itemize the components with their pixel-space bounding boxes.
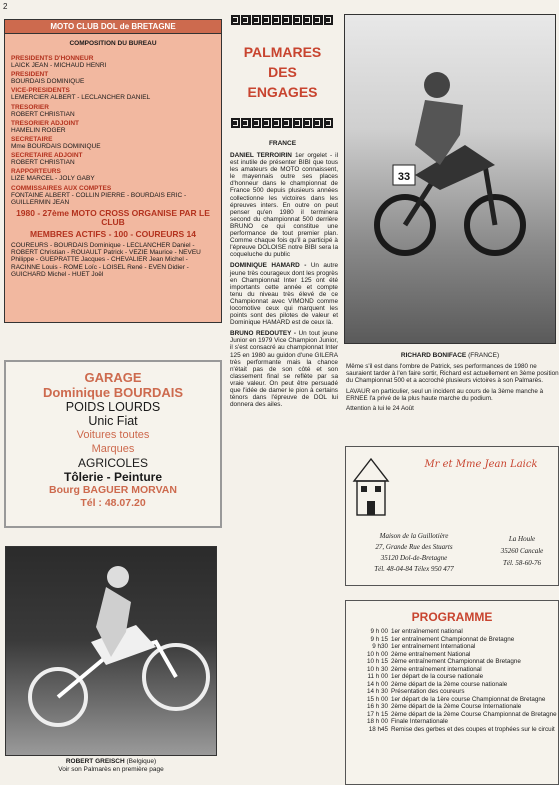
programme-item — [346, 696, 558, 704]
garage-phone: Tél : 48.07.20 — [80, 497, 146, 509]
bike-number: 33 — [397, 171, 411, 183]
garage-line-5: AGRICOLES — [77, 456, 149, 470]
address-line: Maison de la Guillotière — [379, 532, 449, 540]
item-time: 16 h 30 — [366, 703, 388, 710]
caption-name: RICHARD BONIFACE — [400, 352, 467, 359]
garage-line-6: Tôlerie - Peinture — [63, 470, 163, 484]
club-sections — [11, 55, 215, 206]
address-line: La Houle — [508, 535, 536, 543]
laick-address-left — [348, 531, 480, 575]
boniface-para-3: Attention à lui le 24 Août — [346, 405, 414, 413]
title-line-3: ENGAGES — [247, 84, 318, 100]
item-text: Remise des gerbes et des coupes et trophées sur le circuit — [391, 725, 555, 733]
title-line-1: PALMARES — [243, 44, 322, 60]
programme-title: PROGRAMME — [411, 610, 493, 624]
programme-item — [346, 636, 558, 644]
programme-item — [346, 673, 558, 681]
boniface-para-1: Même s'il est dans l'ombre de Patrick, ses performances de 1980 ne sauraient tarder à l'en faire sortir, Richard est actuellement en 3ème position du Championnat 500 et a accroché plusieurs victoires à son Palmarès. — [346, 363, 559, 385]
item-text: Finale Internationale — [391, 718, 449, 725]
programme-item — [346, 628, 558, 636]
section-label: PRESIDENTS D'HONNEUR — [11, 55, 94, 62]
address-line: 35120 Dol-de-Bretagne — [380, 554, 448, 562]
programme-item — [346, 651, 558, 659]
rider-name: DOMINIQUE HAMARD - — [230, 262, 307, 270]
programme-item — [346, 703, 558, 711]
address-line: 27, Grande Rue des Stuarts — [375, 543, 453, 551]
caption-country: (Belgique) — [126, 758, 157, 765]
garage-line-3: Voitures toutes — [76, 429, 150, 441]
section-label: SECRETAIRE — [11, 136, 53, 144]
club-section — [11, 168, 215, 182]
item-text: 2ème départ de la 2ème course nationale — [391, 680, 508, 688]
garage-line-7: Bourg BAGUER MORVAN — [49, 484, 177, 496]
palmares-title — [230, 42, 335, 102]
greek-border-top — [231, 15, 333, 25]
section-value: LEMERCIER ALBERT - LECLANCHER DANIEL — [11, 94, 151, 102]
page-number: 2 — [3, 2, 8, 11]
club-riders: COUREURS - BOURDAIS Dominique - LECLANCHER Daniel - ROBERT Christian - ROUAULT Patrick - VEZIE Maurice - NEVEU Philippe - GUEPRATTE Jacques - CHEVALIER Jean Michel - RACINNE Louis - ROME Loïc - LOISEL René - EVEN Didier - GUICHARD Michel - HUET Joël — [11, 242, 201, 278]
item-time: 17 h 15 — [366, 710, 388, 718]
item-time: 10 h 00 — [366, 650, 388, 658]
section-value: ROBERT CHRISTIAN — [11, 110, 75, 118]
right-photo-caption — [344, 352, 556, 359]
section-label: PRESIDENT — [11, 71, 49, 79]
boniface-text — [346, 363, 559, 412]
item-time: 9 h 00 — [370, 628, 388, 635]
laick-title: Mr et Mme Jean Laick — [424, 459, 538, 470]
section-value: LAICK JEAN - MICHAUD HENRI — [11, 62, 107, 69]
item-time: 9 h30 — [372, 643, 388, 650]
programme-item — [346, 681, 558, 689]
palmares-text — [230, 146, 338, 412]
garage-title: GARAGE — [84, 370, 142, 385]
section-label: TRESORIER ADJOINT — [11, 119, 80, 127]
section-value: FONTAINE ALBERT - COLLIN PIERRE - BOURDAIS ERIC - GUILLERMIN JEAN — [11, 191, 187, 206]
item-text: 2ème entraînement international — [391, 665, 482, 673]
club-section — [11, 136, 215, 150]
programme-item — [346, 666, 558, 674]
caption-country: (FRANCE) — [468, 352, 500, 359]
item-text: 1er départ de la course nationale — [391, 673, 484, 680]
motocross-photo-boniface — [344, 14, 556, 344]
programme-item — [346, 726, 558, 734]
motocross-photo-greisch — [5, 546, 217, 756]
house-icon — [350, 453, 392, 519]
club-section — [11, 120, 215, 134]
section-label: SECRETAIRE ADJOINT — [11, 152, 83, 160]
club-composition-box — [4, 19, 222, 323]
programme-item — [346, 643, 558, 651]
item-time: 14 h 00 — [366, 680, 388, 688]
section-label: VICE-PRESIDENTS — [11, 87, 70, 95]
programme-box — [345, 600, 559, 785]
garage-ad — [4, 360, 222, 528]
programme-item — [346, 658, 558, 666]
garage-owner: Dominique BOURDAIS — [42, 385, 184, 400]
item-text: 1er entraînement International — [391, 643, 476, 650]
club-section — [11, 104, 215, 118]
rider-text: Un tout jeune Junior en 1979 Vice Champion Junior, il s'est consacré au championnat Inter 125 en 1980 au guidon d'une GILERA très performante mais la chance n'était pas de son côté et son classement final se reflète par sa vraie valeur. On peut être persuadé que l'idée de damer le pion à certains ténors dans l'épreuve de DOL lui donnera des ailes. — [230, 330, 338, 409]
item-time: 10 h 30 — [366, 665, 388, 673]
item-time: 14 h 30 — [366, 688, 388, 695]
rider-jump-illustration — [345, 15, 557, 345]
programme-list — [346, 628, 558, 733]
laick-ad — [345, 446, 559, 586]
section-value: LIZE MARCEL - JOLY GABY — [11, 175, 95, 183]
club-section — [11, 55, 215, 69]
section-label: TRESORIER — [11, 103, 49, 111]
item-time: 18 h45 — [368, 725, 388, 733]
title-line-2: DES — [268, 64, 297, 80]
item-text: 1er entraînement national — [391, 628, 463, 635]
section-label: COMMISSAIRES AUX COMPTES — [11, 184, 112, 192]
rider-name: BRUNO REDOUTEY - — [230, 330, 296, 338]
item-time: 9 h 15 — [370, 635, 388, 643]
item-text: 1er départ de la 1ère course Championnat de Bretagne — [391, 695, 546, 703]
address-line: Tél. 58-60-76 — [502, 559, 542, 567]
club-headline-1: 1980 - 27ème MOTO CROSS ORGANISE PAR LE CLUB — [16, 208, 210, 228]
item-text: 2ème départ de la 2ème Course Championnat de Bretagne — [391, 710, 557, 718]
item-time: 18 h 00 — [366, 718, 388, 725]
left-photo-caption — [5, 758, 217, 773]
programme-item — [346, 688, 558, 696]
section-value: BOURDAIS DOMINIQUE — [11, 78, 85, 86]
item-time: 10 h 15 — [366, 658, 388, 665]
item-text: 2ème entraînement National — [391, 650, 471, 658]
caption-note: Voir son Palmarès en première page — [58, 765, 164, 773]
rider-text: Un autre jeune très courageux dont les progrès en Championnat Inter 125 ont été importants cette année et compte tenu du niveau très élevé de ce Championnat avec VIMOND comme locomotive ceux qui marquent les points sont des pilotes de valeur et Dominique HAMARD est de ceux là. — [230, 262, 338, 327]
address-line: 35260 Cancale — [500, 547, 544, 555]
section-value: ROBERT CHRISTIAN — [11, 159, 75, 167]
item-text: 2ème départ de la 2ème Course Internationale — [391, 703, 522, 710]
caption-name: ROBERT GREISCH — [65, 758, 125, 765]
club-subtitle: COMPOSITION DU BUREAU — [69, 40, 157, 47]
item-text: Présentation des coureurs — [391, 688, 465, 695]
section-value: HAMELIN ROGER — [11, 126, 66, 134]
item-time: 15 h 00 — [366, 695, 388, 703]
garage-line-4: Marques — [91, 443, 135, 455]
laick-address-right — [486, 533, 558, 569]
club-headline-2: MEMBRES ACTIFS - 100 - COUREURS 14 — [30, 229, 196, 240]
garage-line-2: Unic Fiat — [88, 414, 138, 428]
item-text: 1er entraînement Championnat de Bretagne — [391, 635, 515, 643]
garage-line-1: POIDS LOURDS — [65, 400, 161, 414]
item-time: 11 h 00 — [367, 673, 388, 680]
programme-item — [346, 718, 558, 726]
item-text: 2ème entraînement Championnat de Bretagne — [391, 658, 521, 665]
club-section — [11, 71, 215, 85]
club-title: MOTO CLUB DOL de BRETAGNE — [5, 20, 221, 34]
club-section — [11, 185, 215, 206]
rider-text: 1er orgelet - il est inutile de présenter BIBI que tous les amateurs de MOTO connaissent, le mayennais outre ses places d'honneur dans le championnat de France 500 depuis plusieurs années collectionne les victoires dans les épreuves inters. En outre on peut penser qu'en 1980 il terminera second du championnat 500 derrière BRUNO ce qui constitue une performance de tout premier plan. Comme chaque fois qu'il a participé à l'épreuve DOLOISE notre BIBI sera la coqueluche du public — [230, 152, 338, 259]
section-label: RAPPORTEURS — [11, 168, 61, 176]
section-value: Mme BOURDAIS DOMINIQUE — [11, 143, 101, 151]
club-section — [11, 87, 215, 101]
country-heading: FRANCE — [268, 140, 297, 147]
rider-illustration — [6, 547, 218, 757]
rider-name: DANIEL TERROIRIN — [230, 152, 292, 159]
greek-border-bottom — [231, 118, 333, 128]
address-line: Tél. 48-04-84 Télex 950 477 — [374, 565, 454, 573]
boniface-para-2: LAVAUR en particulier, seul un incident au cours de la 3ème manche à ERNEE l'a privé de la plus haute marche du podium. — [346, 387, 544, 402]
club-section — [11, 152, 215, 166]
programme-item — [346, 711, 558, 719]
